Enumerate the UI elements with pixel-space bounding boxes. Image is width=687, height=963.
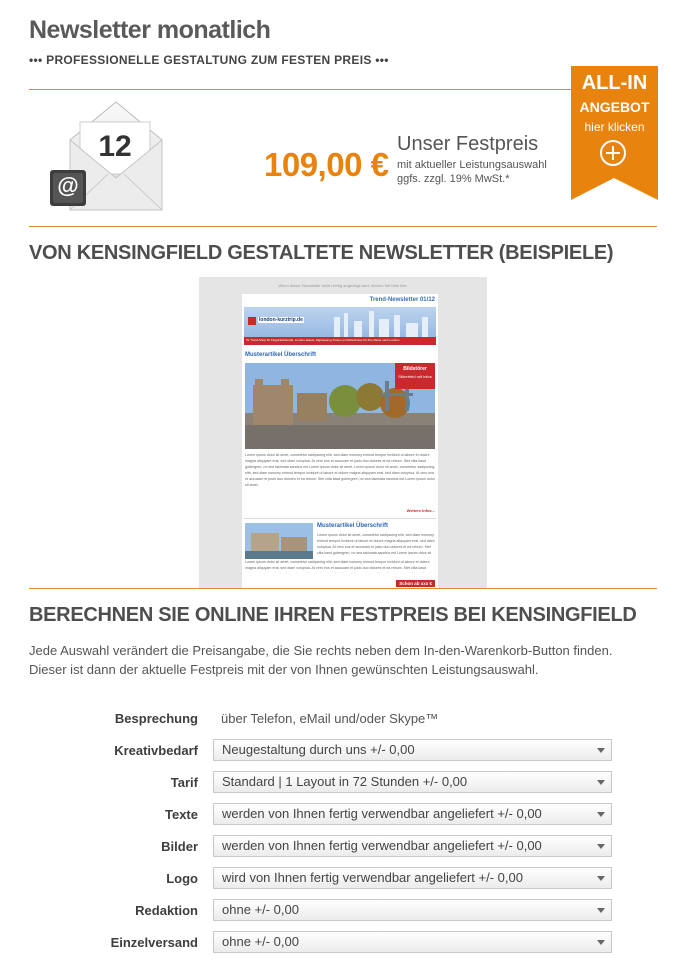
- label-texte: Texte: [165, 807, 198, 822]
- divider: [29, 89, 657, 90]
- dropdown-arrow-icon: [597, 780, 605, 785]
- price-note: mit aktueller Leistungsauswahl ggfs. zzgl. 19% MwSt.*: [397, 159, 547, 185]
- calendar-number: 12: [98, 130, 132, 163]
- value-besprechung: über Telefon, eMail und/oder Skype™: [221, 711, 439, 726]
- logo-select[interactable]: wird von Ihnen fertig verwendbar angeliefert +/- 0,00: [213, 867, 612, 889]
- dropdown-arrow-icon: [597, 812, 605, 817]
- newsletter-photo: [245, 363, 435, 449]
- divider: [29, 226, 657, 227]
- plus-circle-icon: [600, 140, 626, 166]
- calculator-heading: BERECHNEN SIE ONLINE IHREN FESTPREIS BEI KENSINGFIELD: [29, 604, 637, 626]
- newsletter-page: Trend-Newsletter 01/12 london-kurztrip.de Ihr Trend-Shop für Flugtickethandel, London-Hotels, Sightseeing-Touren und Erlebnisse für Ihre Reise nach London Musterartikel Überschrift Bildstörer Störerfeld mit Infos Lorem ipsum dolor sit amet, consetetur sadipscing elitr, sed diam nonumy eirmod tempor invidunt ut labore et dolore magna aliquyam erat, sed diam voluptua. At vero eos et accusam et justo duo dolores et ea rebum. Stet clita kasd gubergren, no sea takimata sanctus est Lorem ipsum dolor sit amet. Lorem ipsum dolor sit amet, consetetur sadipscing elitr, sed diam nonumy eirmod tempor invidunt ut labore et dolore magna aliquyam erat, sed diam voluptua. At vero eos et accusam et justo duo dolores et ea rebum. Stet clita kasd gubergren, no sea takimata sanctus est Lorem ipsum dolor sit amet. Weitere Infos... Musterartikel Überschrift Lorem ipsum dolor sit amet, consetetur sadipscing elitr, sed diam nonumy eirmod tempor invidunt ut labore et dolore magna aliquyam erat, sed diam voluptua. At vero eos et accusam et justo duo dolores et ea rebum. Stet clita kasd gubergren, no sea takimata sanctus est Lorem ipsum dolor sit Lorem ipsum dolor sit amet, consetetur sadipscing elitr, sed diam nonumy eirmod tempor invidunt ut labore et dolore magna aliquyam erat, sed diam voluptua. At vero eos et accusam et justo duo dolores et ea rebum. Stet clita kasd Schon ab xxx €: [242, 294, 438, 588]
- label-logo: Logo: [166, 871, 198, 886]
- label-kreativbedarf: Kreativbedarf: [114, 743, 198, 758]
- newsletter-banner: london-kurztrip.de Ihr Trend-Shop für Flugtickethandel, London-Hotels, Sightseeing-Touren und Erlebnisse für Ihre Reise nach London: [244, 307, 436, 345]
- envelope-calendar-icon: [48, 100, 166, 212]
- label-bilder: Bilder: [161, 839, 198, 854]
- tarif-select[interactable]: Standard | 1 Layout in 72 Stunden +/- 0,00: [213, 771, 612, 793]
- newsletter-photo: [245, 523, 313, 559]
- dropdown-arrow-icon: [597, 748, 605, 753]
- calculator-intro: Jede Auswahl verändert die Preisangabe, die Sie rechts neben dem In-den-Warenkorb-Button finden. Dieser ist dann der aktuelle Festpreis mit der von Ihnen gewünschten Leistungsauswahl.: [29, 643, 613, 677]
- at-icon: @: [57, 173, 79, 198]
- einzelversand-select[interactable]: ohne +/- 0,00: [213, 931, 612, 953]
- examples-heading: VON KENSINGFIELD GESTALTETE NEWSLETTER (BEISPIELE): [29, 242, 614, 264]
- kreativbedarf-select[interactable]: Neugestaltung durch uns +/- 0,00: [213, 739, 612, 761]
- dropdown-arrow-icon: [597, 908, 605, 913]
- dropdown-arrow-icon: [597, 844, 605, 849]
- label-einzelversand: Einzelversand: [110, 935, 198, 950]
- dropdown-arrow-icon: [597, 876, 605, 881]
- dropdown-arrow-icon: [597, 940, 605, 945]
- divider: [29, 588, 657, 589]
- label-besprechung: Besprechung: [114, 711, 198, 726]
- label-redaktion: Redaktion: [135, 903, 198, 918]
- price-label: Unser Festpreis: [397, 133, 539, 155]
- newsletter-badge: Bildstörer Störerfeld mit Infos: [395, 363, 435, 389]
- page-subtitle: ••• PROFESSIONELLE GESTALTUNG ZUM FESTEN PREIS •••: [29, 53, 389, 67]
- bilder-select[interactable]: werden von Ihnen fertig verwendbar angeliefert +/- 0,00: [213, 835, 612, 857]
- redaktion-select[interactable]: ohne +/- 0,00: [213, 899, 612, 921]
- price-value: 109,00 €: [264, 146, 389, 183]
- newsletter-preview[interactable]: Wenn dieser Newsletter nicht richtig angezeigt wird, klicken Sie bitte hier. Trend-Newsletter 01/12 london-kurztrip.de Ihr Trend-Shop für Flugtickethandel, London-Hotels, Sightseeing-Touren und Erlebnisse für Ihre Reise nach London Musterartikel Überschrift Bildstörer Störerfeld mit Infos Lorem ipsum dolor sit amet, consetetur sadipscing elitr, sed diam nonumy eirmod tempor invidunt ut labore et dolore magna aliquyam erat, sed diam voluptua. At vero eos et accusam et justo duo dolores et ea rebum. Stet clita kasd gubergren, no sea takimata sanctus est Lorem ipsum dolor sit amet. Lorem ipsum dolor sit amet, consetetur sadipscing elitr, sed diam nonumy eirmod tempor invidunt ut labore et dolore magna aliquyam erat, sed diam voluptua. At vero eos et accusam et justo duo dolores et ea rebum. Stet clita kasd gubergren, no sea takimata sanctus est Lorem ipsum dolor sit amet. Weitere Infos... Musterartikel Überschrift Lorem ipsum dolor sit amet, consetetur sadipscing elitr, sed diam nonumy eirmod tempor invidunt ut labore et dolore magna aliquyam erat, sed diam voluptua. At vero eos et accusam et justo duo dolores et ea rebum. Stet clita kasd gubergren, no sea takimata sanctus est Lorem ipsum dolor sit Lorem ipsum dolor sit amet, consetetur sadipscing elitr, sed diam nonumy eirmod tempor invidunt ut labore et dolore magna aliquyam erat, sed diam voluptua. At vero eos et accusam et justo duo dolores et ea rebum. Stet clita kasd Schon ab xxx €: [199, 277, 487, 588]
- allin-offer-button[interactable]: ALL-IN ANGEBOT hier klicken: [571, 66, 658, 200]
- texte-select[interactable]: werden von Ihnen fertig verwendbar angeliefert +/- 0,00: [213, 803, 612, 825]
- page-title: Newsletter monatlich: [29, 16, 271, 44]
- label-tarif: Tarif: [170, 775, 198, 790]
